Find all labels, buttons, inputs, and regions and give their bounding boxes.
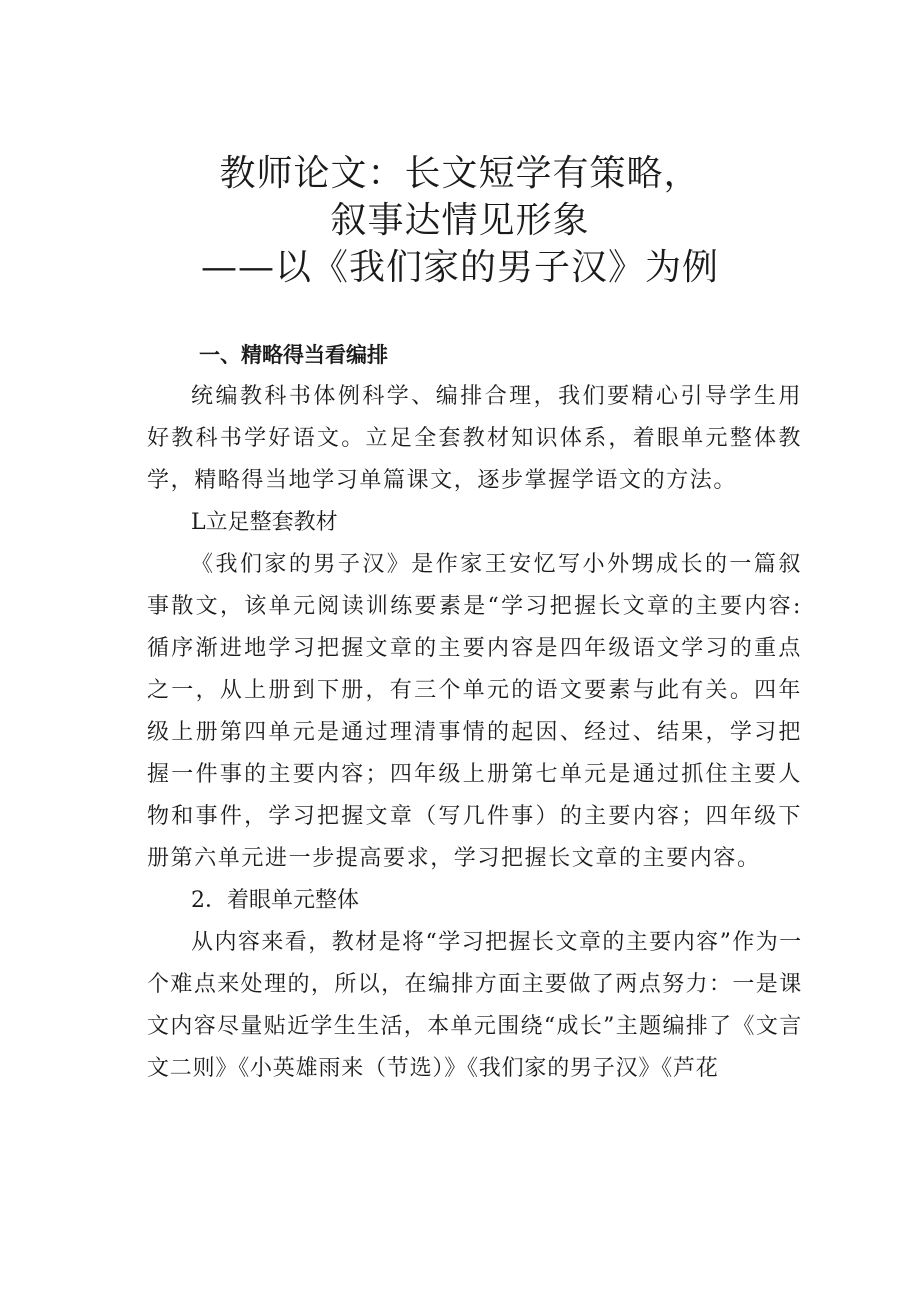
section-heading: 一、精略得当看编排 xyxy=(199,343,388,367)
subsection-heading-2: 2．着眼单元整体 xyxy=(191,888,359,913)
title-line-3: ——以《我们家的男子汉》为例 xyxy=(200,247,719,288)
subsection-paragraph-1: 《我们家的男子汉》是作家王安忆写小外甥成长的一篇叙事散文，该单元阅读训练要素是“学习把握长文章的主要内容:循序渐进地学习把握文章的主要内容是四年级语文学习的重点之一，从上册到下册，有三个单元的语文要素与此有关。四年级上册第四单元是通过理清事情的起因、经过、结果，学习把握一件事的主要内容；四年级上册第七单元是通过抓住主要人物和事件，学习把握文章（写几件事）的主要内容；四年级下册第六单元进一步提高要求，学习把握长文章的主要内容。 xyxy=(147,552,802,871)
subsection-paragraph-2: 从内容来看，教材是将“学习把握长文章的主要内容”作为一个难点来处理的，所以，在编排方面主要做了两点努力：一是课文内容尽量贴近学生生活，本单元围绕“成长”主题编排了《文言文二则》《小英雄雨来（节选）》《我们家的男子汉》《芦花 xyxy=(147,930,802,1081)
intro-paragraph: 统编教科书体例科学、编排合理，我们要精心引导学生用好教科书学好语文。立足全套教材知识体系，着眼单元整体教学，精略得当地学习单篇课文，逐步掌握学语文的方法。 xyxy=(147,384,802,493)
title-line-2: 叙事达情见形象 xyxy=(330,200,590,241)
subsection-heading-1: L立足整套教材 xyxy=(191,510,338,535)
document-body xyxy=(147,334,802,1090)
document-title xyxy=(0,150,920,291)
title-line-1: 教师论文：长文短学有策略， xyxy=(219,153,701,194)
